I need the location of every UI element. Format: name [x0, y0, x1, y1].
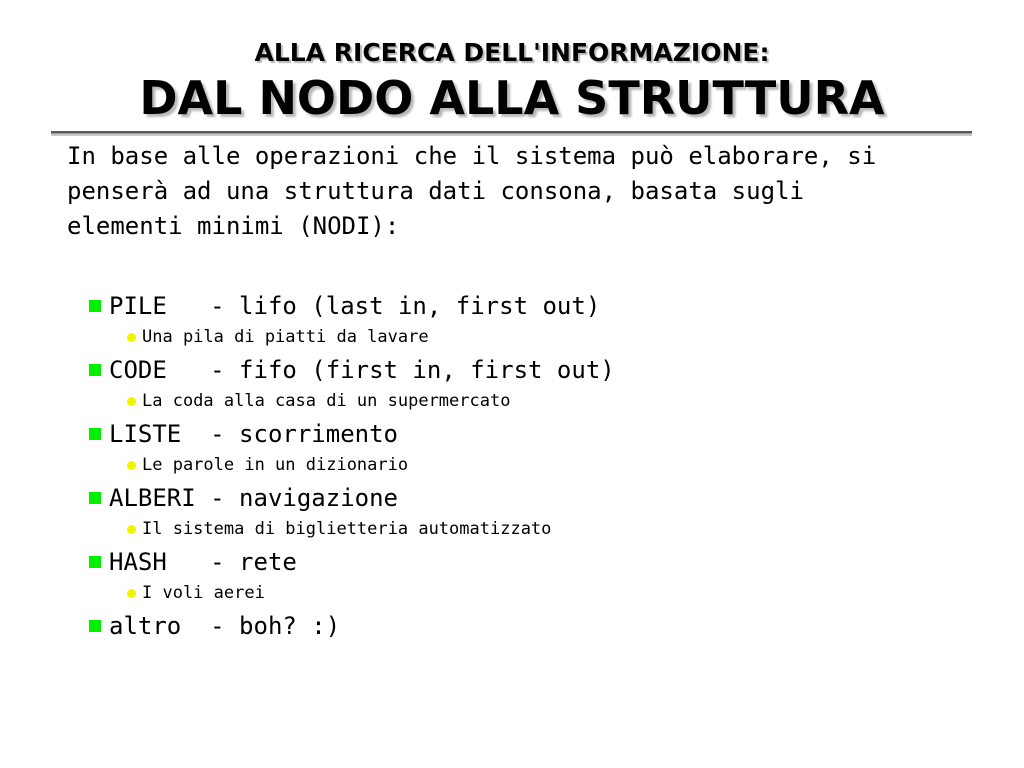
list-item-label: LISTE - scorrimento	[109, 420, 398, 448]
intro-line-1: In base alle operazioni che il sistema può elaborare, si	[67, 142, 877, 170]
list-subitem-liste	[127, 454, 408, 476]
list-item-label: ALBERI - navigazione	[109, 484, 398, 512]
list-item-hash	[89, 546, 297, 578]
yellow-dot-bullet-icon	[127, 333, 136, 342]
green-square-bullet-icon	[89, 428, 101, 440]
yellow-dot-bullet-icon	[127, 589, 136, 598]
green-square-bullet-icon	[89, 364, 101, 376]
list-subitem-label: La coda alla casa di un supermercato	[142, 391, 511, 411]
list-item-code	[89, 354, 615, 386]
list-subitem-label: Una pila di piatti da lavare	[142, 327, 429, 347]
list-subitem-alberi	[127, 518, 551, 540]
list-item-label: PILE - lifo (last in, first out)	[109, 292, 601, 320]
list-item-pile	[89, 290, 600, 322]
yellow-dot-bullet-icon	[127, 461, 136, 470]
list-item-alberi	[89, 482, 398, 514]
list-subitem-label: Le parole in un dizionario	[142, 455, 409, 475]
list-item-label: altro - boh? :)	[109, 612, 341, 640]
list-subitem-label: Il sistema di biglietteria automatizzato	[142, 519, 552, 539]
list-subitem-label: I voli aerei	[142, 583, 265, 603]
list-subitem-code	[127, 390, 510, 412]
list-item-label: CODE - fifo (first in, first out)	[109, 356, 615, 384]
intro-line-3: elementi minimi (NODI):	[67, 212, 400, 240]
slide-subtitle: ALLA RICERCA DELL'INFORMAZIONE:	[254, 38, 770, 67]
yellow-dot-bullet-icon	[127, 525, 136, 534]
intro-line-2: penserà ad una struttura dati consona, basata sugli	[67, 177, 804, 205]
green-square-bullet-icon	[89, 492, 101, 504]
green-square-bullet-icon	[89, 556, 101, 568]
list-item-altro	[89, 610, 340, 642]
green-square-bullet-icon	[89, 620, 101, 632]
list-subitem-pile	[127, 326, 429, 348]
green-square-bullet-icon	[89, 300, 101, 312]
list-subitem-hash	[127, 582, 265, 604]
yellow-dot-bullet-icon	[127, 397, 136, 406]
list-item-liste	[89, 418, 398, 450]
slide-title: DAL NODO ALLA STRUTTURA	[139, 71, 885, 125]
list-item-label: HASH - rete	[109, 548, 297, 576]
